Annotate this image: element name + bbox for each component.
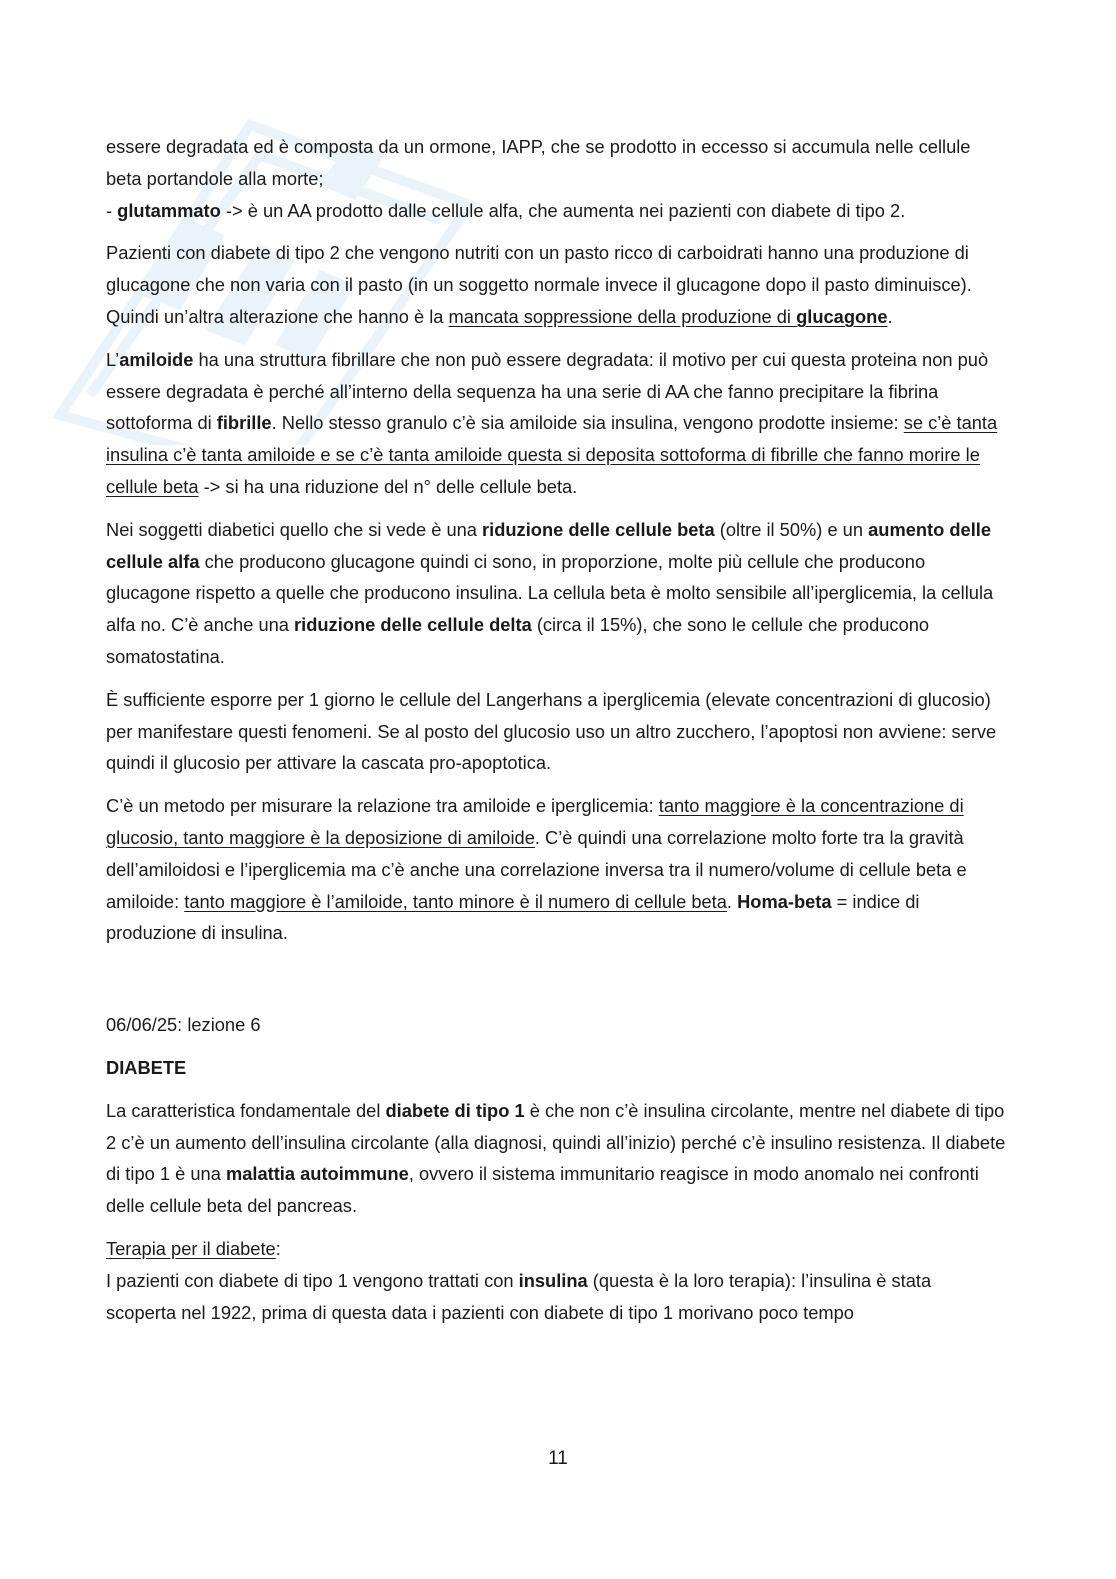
paragraph	[106, 1052, 1006, 1084]
underlined-text: Terapia per il diabete	[106, 1237, 276, 1259]
bold-text: fibrille	[216, 412, 272, 434]
text-run: essere degradata ed è composta da un ormone, IAPP, che se prodotto in eccesso si accumula nelle cellule beta portandole alla morte;	[106, 136, 971, 189]
paragraph	[106, 131, 1006, 226]
underlined-text: mancata soppressione della produzione di	[448, 305, 797, 327]
paragraph	[106, 237, 1006, 332]
text-run: (oltre il 50%) e un	[714, 518, 869, 540]
bold-text: insulina	[518, 1269, 588, 1291]
bold-text: glutammato	[117, 199, 221, 221]
paragraph	[106, 1009, 1006, 1041]
text-run: L’	[106, 348, 120, 370]
bold-text: glucagone	[796, 305, 888, 327]
text-run: , ovvero il sistema immunitario reagisce in modo anomalo nei confronti delle cellule beta del pancreas.	[106, 1163, 979, 1217]
text-run: È sufficiente esporre per 1 giorno le cellule del Langerhans a iperglicemia (elevate concentrazioni di glucosio) per manifestare questi fenomeni. Se al posto del glucosio uso un altro zucchero, l’apoptosi non avviene: serve quindi il glucosio per attivare la cascata pro-apoptotica.	[106, 688, 997, 774]
paragraph	[106, 344, 1006, 503]
text-run: -> è un AA prodotto dalle cellule alfa, che aumenta nei pazienti con diabete di tipo 2.	[220, 199, 906, 221]
text-run: -	[106, 199, 118, 221]
bold-text: aumento delle cellule alfa	[106, 518, 992, 572]
underlined-text: tanto maggiore è l’amiloide, tanto minore è il numero di cellule beta	[184, 890, 727, 912]
text-run: .	[887, 305, 893, 327]
paragraph	[106, 1233, 1006, 1328]
bold-text: Homa-beta	[737, 890, 832, 912]
text-run: 06/06/25: lezione 6	[106, 1014, 261, 1036]
text-run: C’è un metodo per misurare la relazione tra amiloide e iperglicemia:	[106, 795, 659, 817]
paragraph	[106, 514, 1006, 673]
text-run: :	[275, 1237, 281, 1259]
bold-text: malattia autoimmune	[225, 1163, 409, 1185]
underlined-text: tanto maggiore è la concentrazione di glucosio, tanto maggiore è la deposizione di amiloide	[106, 795, 964, 848]
text-run: Nei soggetti diabetici quello che si vede è una	[106, 518, 483, 540]
bold-text: DIABETE	[106, 1056, 187, 1078]
page-number: 11	[548, 1448, 568, 1469]
text-run: = indice di produzione di insulina.	[106, 890, 920, 944]
bold-text: riduzione delle cellule beta	[482, 518, 715, 540]
text-run: I pazienti con diabete di tipo 1 vengono trattati con	[106, 1269, 519, 1291]
text-run: Pazienti con diabete di tipo 2 che vengono nutriti con un pasto ricco di carboidrati hanno una produzione di glucagone che non varia con il pasto (in un soggetto normale invece il glucagone dopo il pasto diminuisce). Quindi un’altra alterazione che hanno è la	[106, 242, 972, 327]
text-run: .	[726, 890, 738, 912]
text-run: ha una struttura fibrillare che non può essere degradata: il motivo per cui questa proteina non può essere degradata è perché all’interno della sequenza ha una serie di AA che fanno precipitare la fibrina sottoforma di	[106, 348, 989, 434]
underlined-text: se c’è tanta insulina c’è tanta amiloide e se c’è tanta amiloide questa si deposita sottoforma di fibrille che fanno morire le cellule beta	[106, 412, 998, 497]
text-run: La caratteristica fondamentale del	[106, 1099, 386, 1121]
text-run: . C’è quindi una correlazione molto forte tra la gravità dell’amiloidosi e l’iperglicemia ma c’è anche una correlazione inversa tra il numero/volume di cellule beta e amiloide:	[106, 826, 967, 912]
text-run: (questa è la loro terapia): l’insulina è stata scoperta nel 1922, prima di questa data i pazienti con diabete di tipo 1 morivano poco tempo	[106, 1269, 932, 1323]
text-run: . Nello stesso granulo c’è sia amiloide sia insulina, vengono prodotte insieme:	[271, 412, 904, 434]
page-content	[106, 131, 1006, 1328]
paragraph	[106, 684, 1006, 779]
bold-text: amiloide	[119, 348, 194, 370]
paragraph	[106, 790, 1006, 949]
bold-text: diabete di tipo 1	[385, 1099, 525, 1121]
paragraph	[106, 1095, 1006, 1222]
text-run: che producono glucagone quindi ci sono, in proporzione, molte più cellule che producono glucagone rispetto a quelle che producono insulina. La cellula beta è molto sensibile all’iperglicemia, la cellula alfa no. C’è anche una	[106, 550, 994, 636]
bold-text: riduzione delle cellule delta	[294, 614, 532, 636]
text-run: (circa il 15%), che sono le cellule che producono somatostatina.	[106, 614, 930, 667]
text-run: -> si ha una riduzione del n° delle cellule beta.	[198, 475, 578, 497]
text-run: è che non c’è insulina circolante, mentre nel diabete di tipo 2 c’è un aumento dell’insulina circolante (alla diagnosi, quindi all’inizio) perché c’è insulino resistenza. Il diabete di tipo 1 è una	[106, 1099, 1006, 1185]
